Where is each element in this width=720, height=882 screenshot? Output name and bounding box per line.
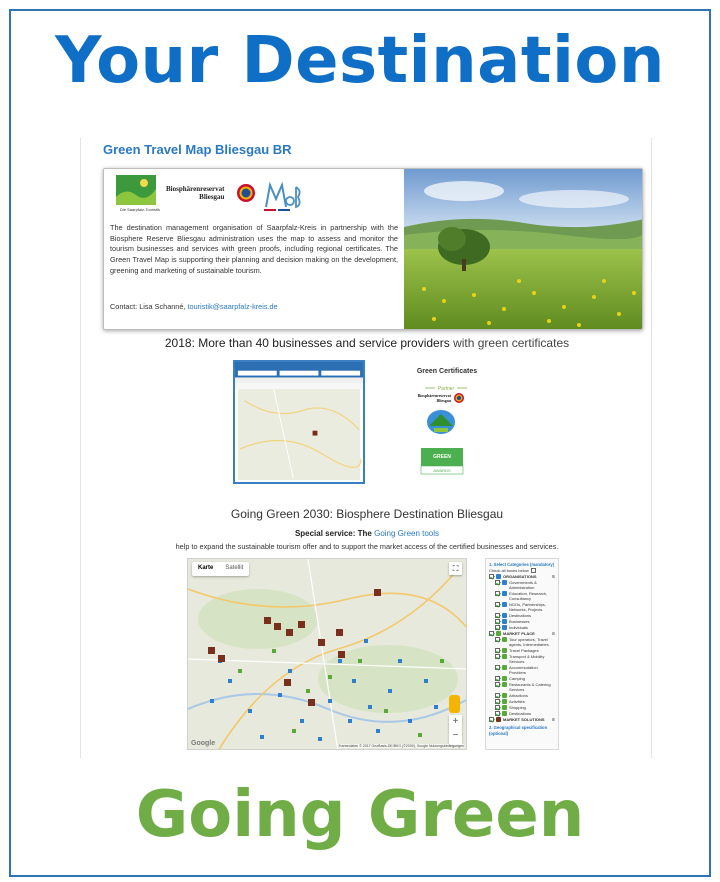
card-left (104, 169, 404, 330)
category-item[interactable] (489, 693, 555, 698)
category-icon (502, 648, 507, 653)
category-label: Transport & Mobility Services (509, 654, 545, 665)
category-label: Travel Packages (509, 648, 539, 654)
biosphere-line1: Biosphärenreservat (166, 185, 225, 193)
category-item[interactable] (489, 631, 555, 636)
category-icon (502, 682, 507, 687)
saarpfalz-logo-text: Die Saarpfalz-Touristik (120, 207, 161, 212)
category-item[interactable] (489, 665, 555, 675)
fullscreen-icon[interactable]: ⛶ (449, 562, 462, 575)
category-label: Governments & Administration (509, 580, 537, 591)
help-text: help to expand the sustainable tourism offer and to support the market access of the certified businesses and services. (175, 542, 559, 551)
category-icon (502, 711, 507, 716)
category-filter-panel (485, 558, 559, 750)
category-checkbox[interactable] (489, 574, 494, 579)
category-item[interactable] (489, 654, 555, 664)
category-item[interactable] (489, 613, 555, 618)
category-checkbox[interactable] (495, 682, 500, 687)
tab-karte[interactable]: Karte (198, 565, 214, 571)
biosphere-logo-text (166, 185, 224, 202)
category-icon (502, 705, 507, 710)
category-icon (502, 654, 507, 659)
category-label: ORGANISATIONS (503, 574, 537, 580)
map-canvas[interactable] (188, 559, 467, 750)
category-checkbox[interactable] (495, 676, 500, 681)
category-checkbox[interactable] (495, 619, 500, 624)
category-item[interactable] (489, 648, 555, 653)
category-item[interactable] (489, 574, 555, 579)
landscape-photo (404, 169, 643, 330)
green-certificates-panel (401, 360, 493, 480)
saarpfalz-touristik-logo (116, 175, 156, 209)
category-icon (502, 693, 507, 698)
expand-icon[interactable]: ⊞ (551, 574, 555, 580)
category-icon (502, 591, 507, 596)
category-icon (502, 625, 507, 630)
card-description: The destination management organisation of Saarpfalz-Kreis in partnership with the Biosphere Reserve Bliesgau administration uses the map to assess and monitor the tourism businesses and services with green proofs, including regional certificates. The Green Travel Map is supporting their planning and decision making on the development, greening and marketing of sustainable tourism. (110, 223, 398, 275)
category-item[interactable] (489, 591, 555, 601)
logo-row (110, 175, 398, 215)
category-checkbox[interactable] (495, 580, 500, 585)
category-icon (502, 676, 507, 681)
info-card (103, 168, 643, 330)
category-checkbox[interactable] (495, 693, 500, 698)
category-label: Businesses (509, 619, 530, 625)
zoom-in-button[interactable]: + (452, 716, 459, 727)
category-label: MARKET SOLUTIONS (503, 717, 545, 723)
category-checkbox[interactable] (495, 648, 500, 653)
slide-title-top: Your Destination (55, 24, 665, 98)
category-checkbox[interactable] (495, 625, 500, 630)
biosphere-line2: Bliesgau (199, 193, 225, 202)
category-item[interactable] (489, 711, 555, 716)
category-item[interactable] (489, 602, 555, 612)
tab-satellit[interactable]: Satellit (225, 565, 244, 571)
category-icon (502, 602, 507, 607)
category-checkbox[interactable] (495, 711, 500, 716)
category-icon (502, 665, 507, 670)
headline-2030: Going Green 2030: Biosphere Destination Bliesgau (230, 507, 504, 521)
contact-email-link[interactable]: touristik@saarpfalz-kreis.de (187, 302, 278, 311)
special-service-line (81, 529, 653, 538)
category-checkbox[interactable] (495, 654, 500, 659)
headline-2018-tail: with green certificates (453, 336, 570, 350)
contact-line (110, 302, 278, 311)
category-label: Activities (509, 699, 525, 705)
section-title: Green Travel Map Bliesgau BR (103, 142, 292, 157)
headline-2018 (81, 336, 653, 350)
category-checkbox[interactable] (495, 665, 500, 670)
category-item[interactable] (489, 676, 555, 681)
category-icon (502, 637, 507, 642)
certs-title: Green Certificates (416, 368, 478, 375)
category-label: MARKET PLACE (503, 631, 535, 637)
category-checkbox[interactable] (495, 637, 500, 642)
map-attribution[interactable]: Kartendaten © 2017 GeoBasis-DE/BKG (©2009), Google Nutzungsbedingungen (339, 744, 464, 748)
map-type-tabs (192, 562, 249, 576)
category-label: Education, Research, Consultancy (509, 591, 548, 602)
partner-org-line2: Bliesgau (436, 398, 451, 403)
special-label: Special service: The (294, 529, 372, 538)
category-item[interactable] (489, 705, 555, 710)
category-checkbox[interactable] (489, 631, 494, 636)
category-item[interactable] (489, 619, 555, 624)
partner-label: Partner (437, 386, 455, 392)
zoom-control (449, 715, 462, 745)
biosphere-seal-icon (236, 183, 256, 203)
category-checkbox[interactable] (495, 602, 500, 607)
category-icon (502, 613, 507, 618)
category-label: Destinations (509, 613, 532, 619)
category-icon (496, 717, 501, 722)
going-green-map[interactable] (187, 558, 467, 750)
category-item[interactable] (489, 637, 555, 647)
check-all-checkbox[interactable] (531, 568, 536, 573)
headline-2018-main: 2018: More than 40 businesses and service providers (164, 336, 450, 350)
category-label: Attractions (509, 693, 528, 699)
contact-label: Contact: Lisa Schanné, (110, 302, 186, 311)
category-label: NGOs, Partnerships, Networks, Projects (509, 602, 546, 613)
green-travel-map-thumbnail[interactable] (233, 360, 365, 484)
category-item[interactable] (489, 699, 555, 704)
category-item[interactable] (489, 625, 555, 630)
going-green-tools-link[interactable]: Going Green tools (374, 529, 440, 538)
mab-logo-icon (262, 177, 302, 213)
slide-title-bottom: Going Green (135, 778, 585, 852)
category-list (489, 574, 555, 722)
category-label: Destinations (509, 711, 532, 717)
certificate-logos (401, 382, 493, 482)
category-checkbox[interactable] (495, 705, 500, 710)
category-label: Shopping (509, 705, 526, 711)
category-icon (496, 631, 501, 636)
category-icon (502, 699, 507, 704)
category-label: Individuals (509, 625, 528, 631)
web-page-screenshot (80, 138, 652, 758)
category-label: Accommodation Providers (509, 665, 538, 676)
google-logo: Google (191, 740, 216, 747)
check-all-label: Check all boxes below (489, 568, 529, 574)
category-item[interactable] (489, 717, 555, 722)
partner-org-line1: Biosphärenreservat (417, 393, 451, 398)
category-icon (502, 619, 507, 624)
category-label: Camping (509, 676, 526, 682)
panel-heading-categories: 1. Select Categories (mandatory) (489, 562, 555, 567)
category-checkbox[interactable] (489, 717, 494, 722)
category-label: Restaurants & Catering Services (509, 682, 551, 693)
green-awards-label: GREEN (433, 454, 451, 460)
category-icon (502, 580, 507, 585)
expand-icon[interactable]: ⊞ (551, 717, 555, 723)
category-checkbox[interactable] (495, 699, 500, 704)
street-view-pegman-icon[interactable] (449, 695, 460, 713)
zoom-out-button[interactable]: − (452, 730, 459, 741)
category-item[interactable] (489, 682, 555, 692)
panel-heading-geo: 2. Geographical specification (optional) (489, 725, 548, 736)
awards-label: AWARDS (433, 468, 451, 473)
category-checkbox[interactable] (495, 613, 500, 618)
category-checkbox[interactable] (495, 591, 500, 596)
expand-icon[interactable]: ⊞ (551, 631, 555, 637)
category-icon (496, 574, 501, 579)
category-item[interactable] (489, 580, 555, 590)
category-label: Tour operators, Travel agents, Intermediaries (509, 637, 549, 648)
check-all-row[interactable] (489, 568, 555, 573)
